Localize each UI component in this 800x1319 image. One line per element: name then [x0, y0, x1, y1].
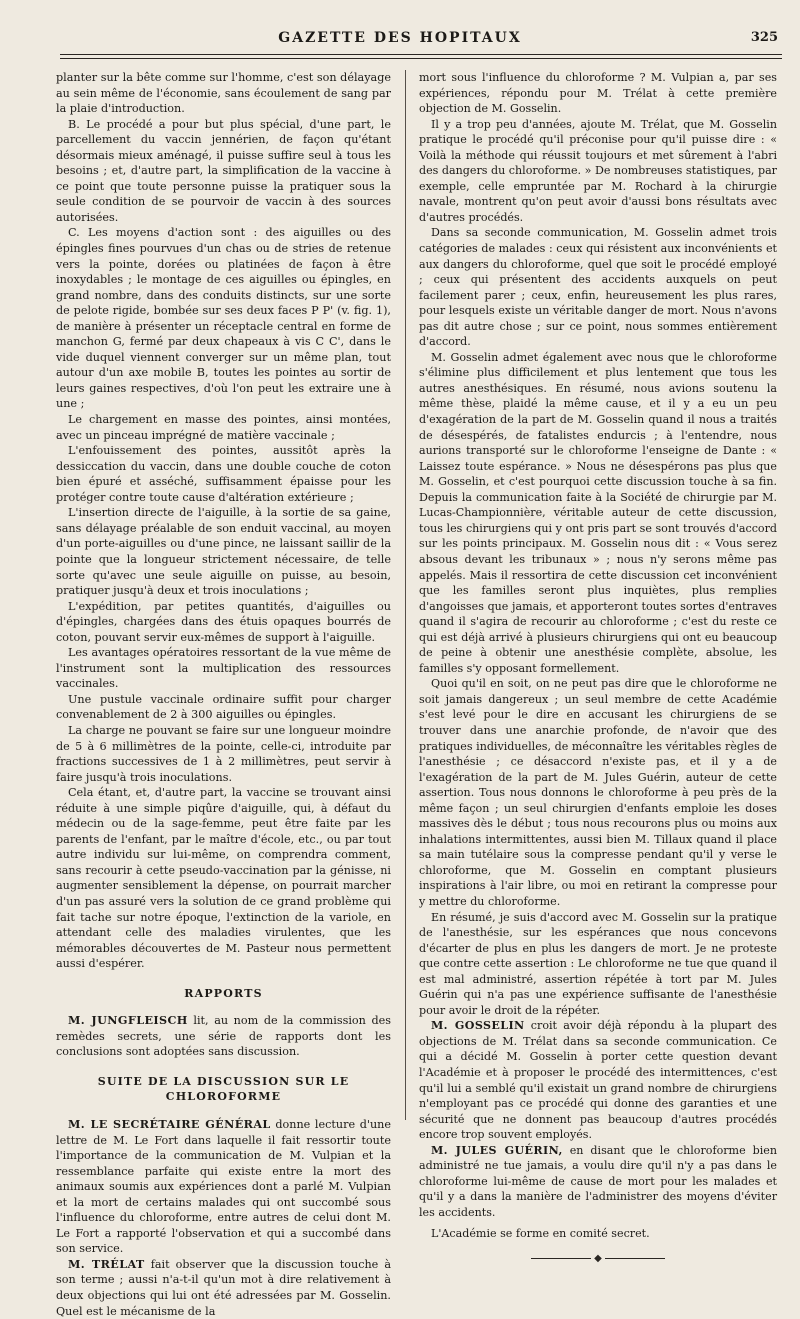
speaker-name: M. JUNGFLEISCH	[68, 1013, 188, 1028]
column-divider	[405, 70, 406, 1120]
header-rule-thin	[60, 58, 782, 59]
rapports-paragraph	[56, 1013, 391, 1060]
journal-title: GAZETTE DES HOPITAUX	[278, 30, 522, 46]
ornament-line-right	[605, 1258, 665, 1259]
left-paragraph: L'insertion directe de l'aiguille, à la sortie de sa gaine, sans délayage préalable de son enduit vaccinal, au moyen d'un porte-aiguilles ou d'une pince, ne laissant saillir de la pointe que la longueur strictement nécessaire, de telle sorte qu'avec une seule aiguille on puisse, au besoin, pratiquer jusqu'à deux et trois inoculations ;	[56, 506, 391, 598]
header-rule-thick	[60, 54, 782, 55]
speaker-text: fait observer que la discussion touche à son terme ; aussi n'a-t-il qu'un mot à dire relativement à deux objections qui lui ont été adressées par M. Gosselin. Quel est le mécanisme de la	[56, 1257, 391, 1318]
left-paragraph: Cela étant, et, d'autre part, la vaccine se trouvant ainsi réduite à une simple piqûre d'aiguille, qui, à défaut du médecin ou de la sage-femme, peut être faite par les parents de l'enfant, par le maître d'école, etc., ou par tout autre individu sur lui-même, on comprendra comment, sans recourir à cette pseudo-vaccination par la génisse, ni augmenter sensiblement la dépense, on pourrait marcher d'un pas assuré vers la solution de ce grand problème qui fait tache sur notre époque, l'extinction de la variole, en attendant celle des maladies virulentes, que les mémorables découvertes de M. Pasteur nous permettent aussi d'espérer.	[56, 786, 391, 971]
speaker-name: M. LE SECRÉTAIRE GÉNÉRAL	[68, 1117, 271, 1131]
page-number: 325	[750, 30, 778, 45]
right-paragraph: Dans sa seconde communication, M. Gosselin admet trois catégories de malades : ceux qui résistent aux inconvénients et aux dangers du chloroforme, quel que soit le procédé employé ; ceux qui présentent des accidents auxquels on peut facilement parer ; ceux, enfin, heureusement les plus rares, pour lesquels existe un véritable danger de mort. Nous n'avons pas dit autre chose ; sur ce point, nous sommes entièrement d'accord.	[419, 226, 777, 349]
secretaire-paragraph	[56, 1117, 391, 1257]
section-heading-rapports: RAPPORTS	[184, 986, 263, 1000]
closing-paragraph: L'Académie se forme en comité secret.	[431, 1227, 650, 1241]
speaker-text: croit avoir déjà répondu à la plupart des objections de M. Trélat dans sa seconde communication. Ce qui a décidé M. Gosselin à porter cette question devant l'Académie et à proposer le procédé des intermittences, c'est qu'il lui a semblé qu'il existait un grand nombre de chirurgiens n'employant pas ce procédé qui donne des garanties et une sécurité que ne donnent pas beaucoup d'autres procédés encore trop souvent employés.	[419, 1019, 777, 1142]
left-column	[56, 70, 391, 1318]
left-paragraph: L'expédition, par petites quantités, d'aiguilles ou d'épingles, chargées dans des étuis opaques bourrés de coton, pouvant servir eux-mêmes de support à l'aiguille.	[56, 599, 391, 644]
speaker-text: donne lecture d'une lettre de M. Le Fort dans laquelle il fait ressortir toute l'importance de la communication de M. Vulpian et la ressemblance parfaite qui existe entre la mort des animaux soumis aux expériences dont a parlé M. Vulpian et la mort de certains malades qui ont succombé sous l'influence du chloroforme, entre autres de celui dont M. Le Fort a rapporté l'observation et qui a succombé dans son service.	[56, 1118, 391, 1256]
guerin-paragraph	[419, 1143, 777, 1221]
right-paragraph: M. Gosselin admet également avec nous que le chloroforme s'élimine plus difficilement et plus lentement que tous les autres anesthésiques. En résumé, nous avions soutenu la même thèse, plaidé la même cause, et il y a eu un peu d'exagération de la part de M. Gosselin quand il nous a traités de désespérés, de fatalistes endurcis ; à l'entendre, nous aurions transporté sur le chloroforme l'enseigne de Dante : « Laissez toute espérance. » Nous ne désespérons pas plus que M. Gosselin, et c'est pourquoi cette discussion touche à sa fin. Depuis la communication faite à la Société de chirurgie par M. Lucas-Championnière, véritable auteur de cette discussion, tous les chirurgiens qui y ont pris part se sont trouvés d'accord sur les points principaux. M. Gosselin nous dit : « Vous serez absous devant les tribunaux » ; nous n'y serons même pas appelés. Mais il ressortira de cette discussion cet inconvénient que les familles seront plus inquiètes, plus remplies d'angoisses que jamais, et apporteront toutes sortes d'entraves quand il s'agira de recourir au chloroforme ; c'est du reste ce qui est déjà arrivé à plusieurs chirurgiens qui ont eu beaucoup de peine à obtenir une anesthésie complète, absolue, les familles s'y opposant formellement.	[419, 350, 777, 675]
end-ornament	[523, 1254, 673, 1264]
left-paragraph: Le chargement en masse des pointes, ainsi montées, avec un pinceau imprégné de matière vaccinale ;	[56, 413, 391, 442]
speaker-name: M. TRÉLAT	[68, 1256, 145, 1271]
gosselin-paragraph	[419, 1018, 777, 1142]
left-paragraph: B. Le procédé a pour but plus spécial, d'une part, le parcellement du vaccin jennérien, de façon qu'étant désormais mieux aménagé, il puisse suffire seul à tous les besoins ; et, d'autre part, la simplification de la vaccine à ce point que toute personne puisse la pratiquer sous la seule condition de se pourvoir de vaccin à des sources autorisées.	[56, 117, 391, 224]
right-paragraph: En résumé, je suis d'accord avec M. Gosselin sur la pratique de l'anesthésie, sur les espérances que nous concevons d'écarter de plus en plus les dangers de mort. Je ne proteste que contre cette assertion : Le chloroforme ne tue que quand il est mal administré, assertion répétée à tort par M. Jules Guérin qui n'a pas une expérience suffisante de l'anesthésie pour avoir le droit de la répéter.	[419, 910, 777, 1017]
trelat-paragraph	[56, 1257, 391, 1319]
ornament-diamond-icon: ◆	[594, 1253, 602, 1265]
speaker-name: M. GOSSELIN	[431, 1019, 525, 1033]
right-column	[419, 70, 777, 1265]
speaker-name: M. JULES GUÉRIN,	[431, 1143, 563, 1157]
left-paragraph: L'enfouissement des pointes, aussitôt après la dessiccation du vaccin, dans une double couche de coton bien épuré et asséché, suffisamment épaisse pour les protéger contre toute cause d'altération extérieure ;	[56, 444, 391, 504]
section-heading-discussion: SUITE DE LA DISCUSSION SUR LE CHLOROFORME	[97, 1074, 350, 1104]
right-paragraph: mort sous l'influence du chloroforme ? M. Vulpian a, par ses expériences, répondu pour M. Trélat à cette première objection de M. Gosselin.	[419, 71, 777, 116]
right-paragraph: Quoi qu'il en soit, on ne peut pas dire que le chloroforme ne soit jamais dangereux ; un seul membre de cette Académie s'est levé pour le dire en accusant les chirurgiens de se trouver dans une anarchie profonde, de n'avoir que des pratiques individuelles, de méconnaître les véritables règles de l'anesthésie ; ce désaccord n'existe pas, et il y a de l'exagération de la part de M. Jules Guérin, auteur de cette assertion. Tous nous donnons le chloroforme à peu près de la même façon ; un seul chirurgien d'enfants emploie les doses massives dès le début ; tous nous recourons plus ou moins aux inhalations intermittentes, aussi bien M. Tillaux quand il place sa main tutélaire sous la compresse pendant qu'il y verse le chloroforme, que M. Gosselin en comptant plusieurs inspirations à l'air libre, ou moi en retirant la compresse pour y mettre du chloroforme.	[419, 677, 777, 908]
right-paragraph: Il y a trop peu d'années, ajoute M. Trélat, que M. Gosselin pratique le procédé qu'il préconise pour qu'il puisse dire : « Voilà la méthode qui réussit toujours et met sûrement à l'abri des dangers du chloroforme. » De nombreuses statistiques, par exemple, celle empruntée par M. Rochard à la chirurgie navale, montrent qu'on peut avoir d'aussi bons résultats avec d'autres procédés.	[419, 117, 777, 224]
left-paragraph: Une pustule vaccinale ordinaire suffit pour charger convenablement de 2 à 300 aiguilles ou épingles.	[56, 692, 391, 722]
speaker-text: lit, au nom de la commission des remèdes secrets, une série de rapports dont les conclusions sont adoptées sans discussion.	[56, 1014, 391, 1059]
left-paragraph: Les avantages opératoires ressortant de la vue même de l'instrument sont la multiplication des ressources vaccinales.	[56, 646, 391, 691]
speaker-text: en disant que le chloroforme bien administré ne tue jamais, a voulu dire qu'il n'y a pas dans le chloroforme lui-même de cause de mort pour les malades et qu'il y a dans la manière de l'administrer des moyens d'éviter les accidents.	[419, 1143, 777, 1219]
left-paragraph: C. Les moyens d'action sont : des aiguilles ou des épingles fines pourvues d'un chas ou de stries de retenue vers la pointe, dorées ou platinées de façon à être inoxydables ; le montage de ces aiguilles ou épingles, en grand nombre, dans des conduits distincts, sur une sorte de pelote rigide, bombée sur ses deux faces P P' (v. fig. 1), de manière à présenter un réceptacle central en forme de manchon G, fermé par deux chapeaux à vis C C', dans le vide duquel viennent converger sur un même plan, tout autour d'un axe mobile B, toutes les pointes au sortir de leurs gaines respectives, d'où l'on peut les extraire une à une ;	[56, 226, 391, 411]
left-paragraph: planter sur la bête comme sur l'homme, c'est son délayage au sein même de l'économie, sans écoulement de sang par la plaie d'introduction.	[56, 71, 391, 116]
ornament-line-left	[531, 1258, 591, 1259]
left-paragraph: La charge ne pouvant se faire sur une longueur moindre de 5 à 6 millimètres de la pointe, celle-ci, introduite par fractions successives de 1 à 2 millimètres, peut servir à faire jusqu'à trois inoculations.	[56, 723, 391, 784]
